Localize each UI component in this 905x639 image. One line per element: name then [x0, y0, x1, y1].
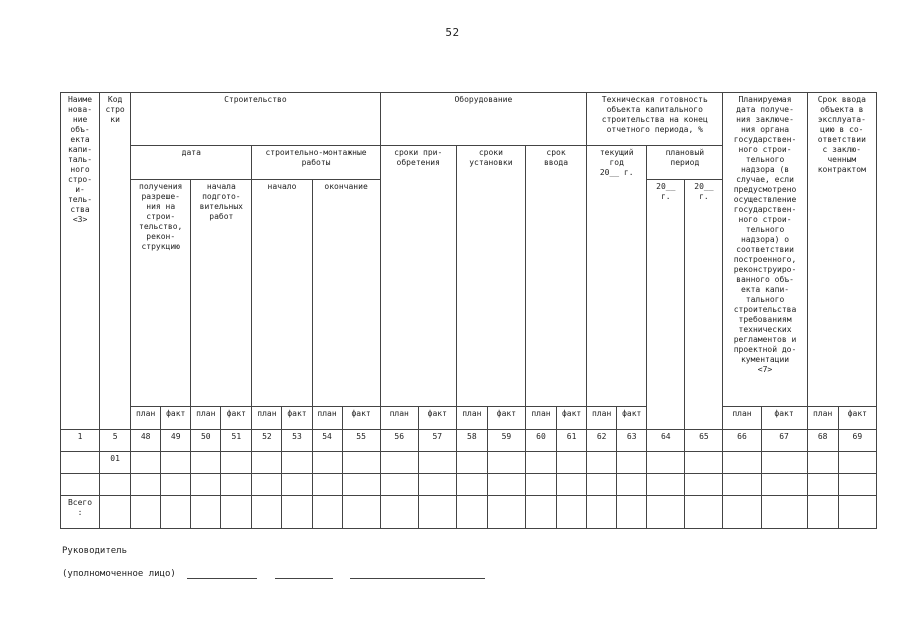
capital-construction-table — [60, 92, 877, 529]
header-input: срок ввода — [525, 146, 586, 407]
col-num: 49 — [161, 430, 191, 452]
col-num: 63 — [617, 430, 647, 452]
table-cell[interactable] — [761, 474, 807, 496]
table-cell[interactable] — [100, 496, 131, 529]
table-cell[interactable] — [587, 474, 617, 496]
table-row — [61, 452, 877, 474]
table-cell[interactable] — [418, 496, 456, 529]
full-name-line[interactable] — [350, 569, 485, 579]
fact-label: факт — [617, 407, 647, 430]
table-cell[interactable] — [282, 474, 312, 496]
header-construction: Строительство — [131, 93, 381, 146]
table-cell[interactable] — [191, 452, 221, 474]
col-num: 69 — [838, 430, 876, 452]
fact-label: факт — [838, 407, 876, 430]
col-num: 53 — [282, 430, 312, 452]
table-cell[interactable] — [312, 452, 342, 474]
header-year-a: 20__ г. — [647, 180, 685, 430]
header-smr-end: окончание — [312, 180, 380, 407]
table-cell[interactable] — [100, 474, 131, 496]
table-cell[interactable] — [456, 452, 487, 474]
table-cell[interactable] — [487, 496, 525, 529]
table-cell[interactable] — [61, 474, 100, 496]
fact-label: факт — [221, 407, 252, 430]
table-cell[interactable] — [685, 452, 723, 474]
table-cell[interactable] — [723, 496, 761, 529]
table-cell[interactable] — [617, 496, 647, 529]
header-prep-date: начала подгото- вительных работ — [191, 180, 252, 407]
col-num: 66 — [723, 430, 761, 452]
page-number: 52 — [445, 26, 460, 39]
header-smr: строительно-монтажные работы — [252, 146, 380, 180]
table-cell[interactable] — [252, 496, 282, 529]
table-cell[interactable] — [587, 452, 617, 474]
header-year-b: 20__ г. — [685, 180, 723, 430]
plan-label: план — [723, 407, 761, 430]
fact-label: факт — [282, 407, 312, 430]
table-cell[interactable] — [838, 452, 876, 474]
col-num: 1 — [61, 430, 100, 452]
col-num: 57 — [418, 430, 456, 452]
col-num: 67 — [761, 430, 807, 452]
table-cell[interactable] — [723, 474, 761, 496]
total-label: Всего : — [61, 496, 100, 529]
table-cell[interactable] — [282, 496, 312, 529]
table-cell[interactable] — [131, 474, 161, 496]
table-cell[interactable] — [587, 496, 617, 529]
table-cell[interactable] — [807, 496, 838, 529]
table-cell[interactable] — [221, 496, 252, 529]
table-cell[interactable] — [456, 496, 487, 529]
table-cell[interactable] — [647, 474, 685, 496]
col-num: 48 — [131, 430, 161, 452]
table-cell[interactable] — [161, 474, 191, 496]
table-cell[interactable] — [525, 496, 556, 529]
position-line[interactable] — [187, 569, 257, 579]
fact-label: факт — [761, 407, 807, 430]
header-current-year: текущий год 20__ г. — [587, 146, 647, 407]
col-num: 68 — [807, 430, 838, 452]
header-planned-conclusion: Планируемая дата получе- ния заключе- ния органа государствен- ного строи- тельного надзора (в случае, если предусмотрено осуществление государствен- ного строи- тельного надзора) о соответствии построенного, реконструиро- ванного объ- екта капи- тального строительства требованиям технических регламентов и проектной до- кументации <7> — [723, 93, 807, 407]
header-commissioning: Срок ввода объекта в эксплуата- цию в со- ответствии с заклю- ченным контрактом — [807, 93, 876, 407]
fact-label: факт — [557, 407, 587, 430]
header-planned-period: плановый период — [647, 146, 723, 180]
table-cell[interactable] — [252, 474, 282, 496]
table-cell[interactable] — [312, 474, 342, 496]
plan-label: план — [380, 407, 418, 430]
col-num: 60 — [525, 430, 556, 452]
plan-label: план — [456, 407, 487, 430]
table-cell[interactable] — [61, 452, 100, 474]
plan-label: план — [587, 407, 617, 430]
table-cell[interactable] — [342, 474, 380, 496]
table-cell[interactable] — [617, 474, 647, 496]
table-cell[interactable] — [685, 474, 723, 496]
table-cell[interactable] — [723, 452, 761, 474]
table-cell[interactable] — [525, 452, 556, 474]
col-num: 5 — [100, 430, 131, 452]
col-num: 52 — [252, 430, 282, 452]
table-cell[interactable] — [838, 474, 876, 496]
column-numbers-row — [61, 430, 877, 452]
table-cell[interactable] — [807, 452, 838, 474]
fact-label: факт — [487, 407, 525, 430]
col-num: 54 — [312, 430, 342, 452]
table-cell[interactable] — [418, 452, 456, 474]
fact-label: факт — [342, 407, 380, 430]
header-equipment: Оборудование — [380, 93, 586, 146]
table-cell[interactable] — [418, 474, 456, 496]
table-cell[interactable] — [557, 474, 587, 496]
authorized-person-label: (уполномоченное лицо) — [62, 569, 176, 579]
fact-label: факт — [161, 407, 191, 430]
plan-label: план — [252, 407, 282, 430]
table-cell[interactable] — [191, 474, 221, 496]
table-cell[interactable] — [342, 496, 380, 529]
col-num: 64 — [647, 430, 685, 452]
header-date: дата — [131, 146, 252, 180]
table-cell[interactable] — [761, 496, 807, 529]
header-object-name: Наиме нова- ние объ- екта капи- таль- ного стро- и- тель- ства <3> — [61, 93, 100, 430]
header-permit-date: получения разреше- ния на строи- тельство, рекон- струкцию — [131, 180, 191, 407]
signature-line[interactable] — [275, 569, 333, 579]
table-cell[interactable] — [380, 474, 418, 496]
header-smr-start: начало — [252, 180, 312, 407]
table-cell[interactable] — [131, 496, 161, 529]
table-cell[interactable] — [685, 496, 723, 529]
total-row — [61, 496, 877, 529]
table-cell[interactable] — [312, 496, 342, 529]
header-row-code: Код стро ки — [100, 93, 131, 430]
table-cell[interactable] — [131, 452, 161, 474]
table-cell[interactable] — [380, 496, 418, 529]
table-cell[interactable] — [557, 496, 587, 529]
table-cell[interactable] — [221, 474, 252, 496]
table-cell[interactable] — [647, 496, 685, 529]
plan-label: план — [312, 407, 342, 430]
table-cell[interactable] — [282, 452, 312, 474]
table-cell[interactable] — [617, 452, 647, 474]
fact-label: факт — [418, 407, 456, 430]
signature-block — [62, 569, 485, 579]
table-cell[interactable] — [487, 452, 525, 474]
table-cell[interactable] — [557, 452, 587, 474]
row-code-cell: 01 — [100, 452, 131, 474]
plan-label: план — [191, 407, 221, 430]
table-cell[interactable] — [647, 452, 685, 474]
col-num: 55 — [342, 430, 380, 452]
table-cell[interactable] — [456, 474, 487, 496]
table-cell[interactable] — [838, 496, 876, 529]
plan-label: план — [525, 407, 556, 430]
head-label: Руководитель — [62, 546, 128, 556]
col-num: 51 — [221, 430, 252, 452]
header-install: сроки установки — [456, 146, 525, 407]
table-cell[interactable] — [252, 452, 282, 474]
table-cell[interactable] — [161, 452, 191, 474]
col-num: 50 — [191, 430, 221, 452]
col-num: 62 — [587, 430, 617, 452]
table-cell[interactable] — [487, 474, 525, 496]
table-cell[interactable] — [761, 452, 807, 474]
col-num: 65 — [685, 430, 723, 452]
col-num: 59 — [487, 430, 525, 452]
table-cell[interactable] — [380, 452, 418, 474]
table-cell[interactable] — [191, 496, 221, 529]
table-cell[interactable] — [807, 474, 838, 496]
header-purchase: сроки при- обретения — [380, 146, 456, 407]
plan-label: план — [131, 407, 161, 430]
header-readiness: Техническая готовность объекта капитального строительства на конец отчетного периода, % — [587, 93, 723, 146]
col-num: 61 — [557, 430, 587, 452]
table-cell[interactable] — [525, 474, 556, 496]
table-cell[interactable] — [342, 452, 380, 474]
col-num: 58 — [456, 430, 487, 452]
col-num: 56 — [380, 430, 418, 452]
plan-label: план — [807, 407, 838, 430]
table-cell[interactable] — [221, 452, 252, 474]
table-cell[interactable] — [161, 496, 191, 529]
table-row — [61, 474, 877, 496]
